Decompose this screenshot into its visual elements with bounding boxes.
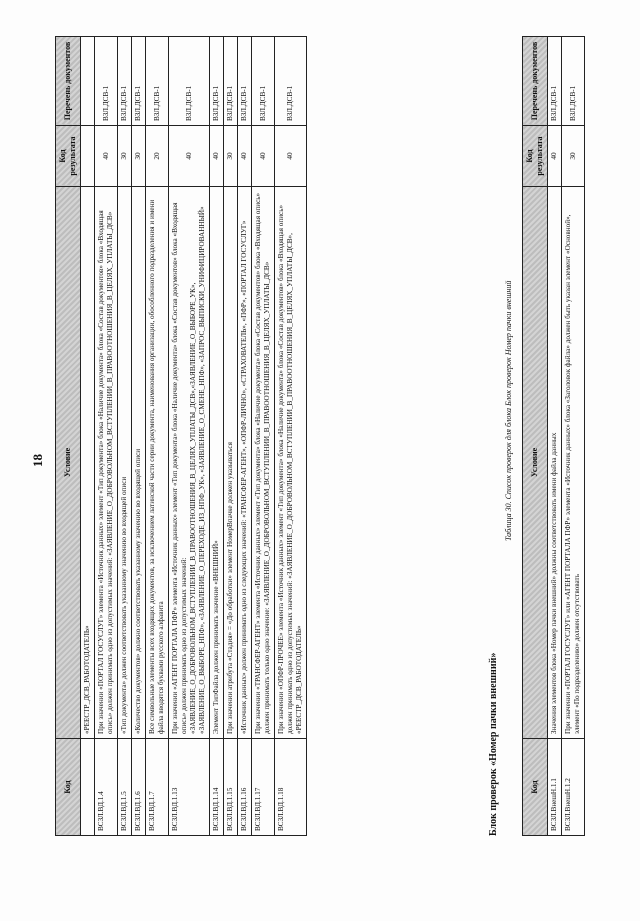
header-docs: Перечень документов [523,37,548,126]
cell-code: ВСЗЛ.ВД.1.5 [118,739,132,836]
cell-condition: Значения элементов блока «Номер пачки внешний» должны соответствовать имени файла данных [548,187,562,739]
cell-condition: Все символьные элементы всех входящих документов, за исключением латинской части серии документа, наименования организации, обособленного подразделения и имени файла вводятся буквами русского алфавита [146,187,169,739]
checks-table-vneshn [522,36,585,836]
cell-result: 40 [275,126,307,187]
cell-docs: ВЗЛ.ДСВ-1 [132,37,146,126]
cell-code: ВСЗЛ.ВД.1.7 [146,739,169,836]
cell-result: 30 [132,126,146,187]
header-result: Код результата [523,126,548,187]
cell-result: 40 [252,126,275,187]
cell-condition: При значении «ПОРТАЛ ГОСУСЛУГ» элемента «Источник данных» элемент «Тип документа» блока «Наличие документа» блока «Состав документов» блока «Входящая опись» должен принимать одно из допустимых значений: «ЗАЯВЛЕНИЕ_О_ДОБРОВОЛЬНОМ_ВСТУПЛЕНИИ_В_ПРАВООТНОШЕНИЯ_В_ЦЕЛЯХ_УПЛАТЫ_ДСВ» [95,187,118,739]
cell-docs: ВЗЛ.ДСВ-1 [238,37,252,126]
table-row-continuation [81,37,95,836]
table-row [548,37,562,836]
table-body [548,37,585,836]
cell-docs: ВЗЛ.ДСВ-1 [210,37,224,126]
cell-result: 40 [238,126,252,187]
cell-result: 40 [210,126,224,187]
cell-docs: ВЗЛ.ДСВ-1 [118,37,132,126]
cell-docs: ВЗЛ.ДСВ-1 [252,37,275,126]
cell-condition: «Тип документа» должен соответствовать указанному значению во входящей описи [118,187,132,739]
cell-result: 40 [548,126,562,187]
cell-result: 40 [169,126,210,187]
header-code: Код [56,739,81,836]
table-row [210,37,224,836]
table-row [238,37,252,836]
cell-condition: При значении «ТРАНСФЕР-АГЕНТ» элемента «Источник данных» элемент «Тип документа» блока «Наличие документа» блока «Состав документов» блока «Входящая опись» должен принимать только одно значение: «ЗАЯВЛЕНИЕ_О_ДОБРОВОЛЬНОМ_ВСТУПЛЕНИИ_В_ПРАВООТНОШЕНИЯ_В_ЦЕЛЯХ_УПЛАТЫ_ДСВ» [252,187,275,739]
cell-code: ВСЗЛ.ВД.1.4 [95,739,118,836]
cell-condition: Элемент ТипФайла должен принимать значение «ВНЕШНИЙ» [210,187,224,739]
cell-condition: При значении «АГЕНТ ПОРТАЛА ПФР» элемента «Источник данных» элемент «Тип документа» блока «Наличие документа» блока «Состав документов» блока «Входящая опись» должен принимать одно из допустимых значений: «ЗАЯВЛЕНИЕ_О_ДОБРОВОЛЬНОМ_ВСТУПЛЕНИИ_В_ПРАВООТНОШЕНИЯ_В_ЦЕЛЯХ_УПЛАТЫ_ДСВ»,«ЗАЯВЛЕНИЕ_О_ВЫБОРЕ_УК», «ЗАЯВЛЕНИЕ_О_ВЫБОРЕ_НПФ», «ЗАЯВЛЕНИЕ_О_ПЕРЕХОДЕ_ИЗ_НПФ_УК», «ЗАЯВЛЕНИЕ_О_СМЕНЕ_НПФ», «ЗАПРОС_ВЫПИСКИ_УНИФИЦИРОВАННЫЙ» [169,187,210,739]
table-row [118,37,132,836]
cell-docs: ВЗЛ.ДСВ-1 [562,37,585,126]
cell-result: 30 [562,126,585,187]
cell-code: ВСЗЛ.ВнешН.1.1 [548,739,562,836]
page-number: 18 [30,454,45,467]
cell-result: 40 [95,126,118,187]
cell-code: ВСЗЛ.ВД.1.15 [224,739,238,836]
cell-condition: При значении атрибута «Стадия» = «До обработки» элемент НомерВпачке должен указываться [224,187,238,739]
table-caption: Таблица 30. Список проверок для блока Блок проверок Номер пачки внешний [504,280,513,541]
cell-condition: «Количество документов» должно соответствовать указанному значению во входящей описи [132,187,146,739]
table-row [562,37,585,836]
table-row [146,37,169,836]
table-row [275,37,307,836]
header-condition: Условие [56,187,81,739]
cell-docs: ВЗЛ.ДСВ-1 [275,37,307,126]
cell-code [81,739,95,836]
table-row [252,37,275,836]
cell-code: ВСЗЛ.ВД.1.13 [169,739,210,836]
cell-docs: ВЗЛ.ДСВ-1 [95,37,118,126]
header-code: Код [523,739,548,836]
table-header-row [56,37,81,836]
cell-docs [81,37,95,126]
cell-code: ВСЗЛ.ВД.1.16 [238,739,252,836]
cell-code: ВСЗЛ.ВД.1.14 [210,739,224,836]
header-result: Код результата [56,126,81,187]
cell-result: 30 [224,126,238,187]
table-row [224,37,238,836]
cell-docs: ВЗЛ.ДСВ-1 [169,37,210,126]
table-body [81,37,307,836]
cell-condition: «Источник данных» должен принимать одно из следующих значений: «ТРАНСФЕР-АГЕНТ», «ОПФР-ЛИЧНО», «СТРАХОВАТЕЛЬ», «ПФР», «ПОРТАЛ ГОСУСЛУГ» [238,187,252,739]
table-header-row [523,37,548,836]
cell-condition: При значении «ПОРТАЛ ГОСУСЛУГ» или «АГЕНТ ПОРТАЛА ПФР» элемента «Источник данных» блока «Заголовок файла» должен быть указан элемент «Основной», элемент «По подразделению» должен отсутствовать [562,187,585,739]
header-condition: Условие [523,187,548,739]
checks-table-vd [55,36,307,836]
cell-code: ВСЗЛ.ВнешН.1.2 [562,739,585,836]
cell-result: 30 [118,126,132,187]
cell-condition: «РЕЕСТР_ДСВ_РАБОТОДАТЕЛЬ» [81,187,95,739]
cell-code: ВСЗЛ.ВД.1.6 [132,739,146,836]
cell-code: ВСЗЛ.ВД.1.18 [275,739,307,836]
block-title: Блок проверок «Номер пачки внешний» [488,652,499,836]
table-row [132,37,146,836]
table-row [95,37,118,836]
cell-docs: ВЗЛ.ДСВ-1 [548,37,562,126]
header-docs: Перечень документов [56,37,81,126]
cell-result: 20 [146,126,169,187]
cell-result [81,126,95,187]
cell-condition: При значении «ОПФР-ПРОЧЕЕ» элемента «Источник данных» элемент «Тип документа» блока «Наличие документа» блока «Состав документов» блока «Входящая опись» должен принимать одно из допустимых значений: «ЗАЯВЛЕНИЕ_О_ДОБРОВОЛЬНОМ_ВСТУПЛЕНИИ_В_ПРАВООТНОШЕНИЯ_В_ЦЕЛЯХ_УПЛАТЫ_ДСВ», «РЕЕСТР_ДСВ_РАБОТОДАТЕЛЬ» [275,187,307,739]
cell-code: ВСЗЛ.ВД.1.17 [252,739,275,836]
cell-docs: ВЗЛ.ДСВ-1 [146,37,169,126]
cell-docs: ВЗЛ.ДСВ-1 [224,37,238,126]
table-row [169,37,210,836]
